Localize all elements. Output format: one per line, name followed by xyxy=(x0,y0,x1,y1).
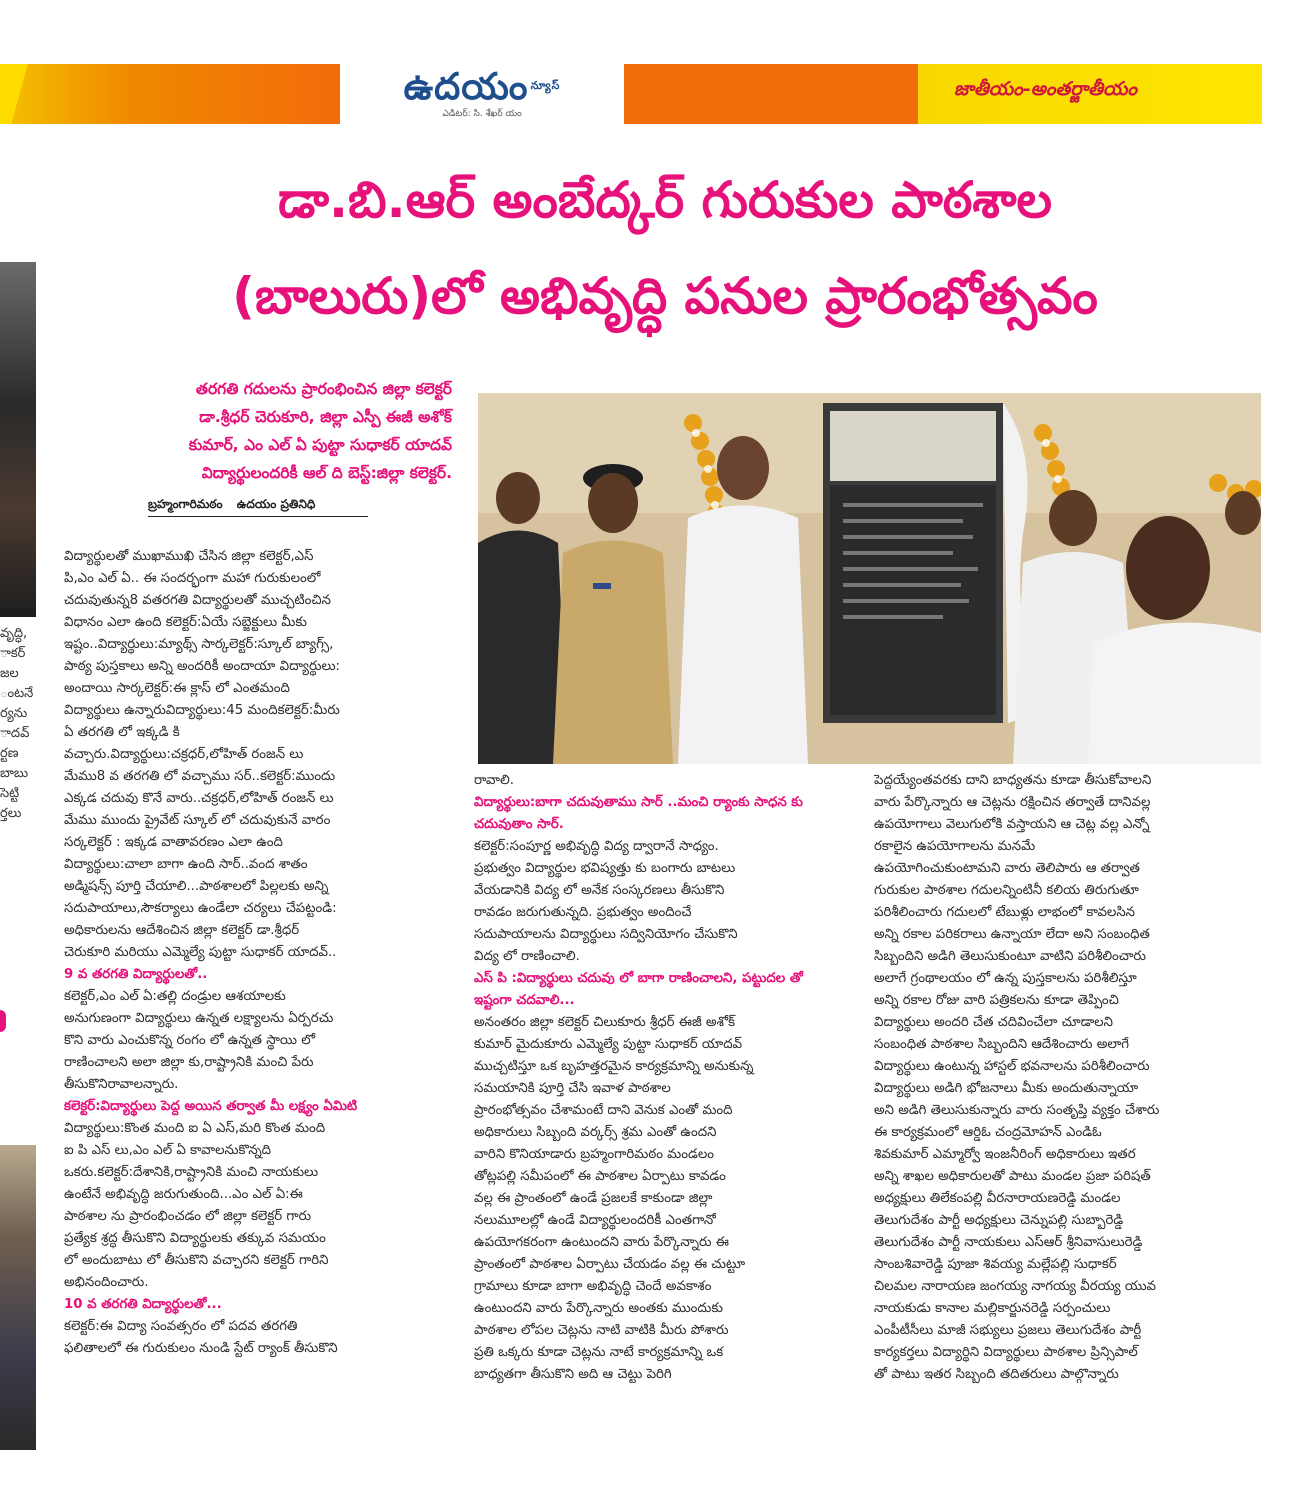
question-line: 10 వ తరగతి విద్యార్థులతో... xyxy=(64,1297,222,1312)
body-text-line: రాణించాలని అలా జిల్లా కు,రాష్ట్రానికి మంచి పేరు xyxy=(64,1055,314,1070)
body-text-line: మేము ముందు ప్రైవేట్ స్కూల్ లో చదువుకునే వారం xyxy=(64,813,331,828)
body-text-line: తెలుగుదేశం పార్టీ నాయకులు ఎస్ఆర్ శ్రీనివాసులురెడ్డి xyxy=(874,1235,1143,1250)
edge-fragment: సెట్టి xyxy=(0,786,20,801)
body-text-line: ఈ కార్యక్రమంలో ఆర్డిఓ చంద్రమోహన్ ఎండిఓ xyxy=(874,1125,1102,1140)
body-text-line: వచ్చారు.విద్యార్థులు:చక్రధర్,లోహిత్ రంజన్ లు xyxy=(64,747,304,762)
body-text-line: పి,ఎం ఎల్ ఏ.. ఈ సందర్భంగా మహా గురుకులంలో xyxy=(64,571,321,586)
body-text-line: కుమార్ మైదుకూరు ఎమ్మెల్యే పుట్టా సుధాకర్ యాదవ్ xyxy=(474,1037,743,1052)
body-text-line: గ్రామాలు కూడా బాగా అభివృద్ధి చెందే అవకాశం xyxy=(474,1279,712,1294)
body-text-line: పెద్దయ్యేంతవరకు దాని బాధ్యతను కూడా తీసుకోవాలని xyxy=(874,773,1152,788)
subheading-line: విద్యార్థులందరికీ ఆల్ ది బెస్ట్:జిల్లా కలెక్టర్. xyxy=(201,464,452,482)
byline xyxy=(148,497,368,517)
body-text-line: ఇష్టం..విద్యార్థులు:మ్యాథ్స్ సార్కలెక్టర్:స్కూల్ బ్యాగ్స్, xyxy=(64,637,334,652)
subheading xyxy=(62,375,452,487)
section-banner xyxy=(918,64,1262,124)
body-text-line: సిబ్బందిని అడిగి తెలుసుకుంటూ వాటిని పరిశీలించారు xyxy=(874,949,1146,964)
body-text-line: సమయానికి పూర్తి చేసి ఇవాళ పాఠశాల xyxy=(474,1081,671,1096)
edge-marker xyxy=(0,1010,6,1032)
body-text-line: అన్ని శాఖల అధికారులతో పాటు మండల ప్రజా పరిషత్ xyxy=(874,1169,1151,1184)
body-text-line: కొని వారు ఎంచుకొన్న రంగం లో ఉన్నత స్థాయి లో xyxy=(64,1033,315,1048)
event-photo xyxy=(478,393,1261,764)
question-line: ఇష్టంగా చదవాలి... xyxy=(474,993,575,1008)
body-text-line: పాఠశాల లోపల చెట్లను నాటి వాటికి మీరు పోశారు xyxy=(474,1323,729,1338)
body-text-line: శివకుమార్ ఎమ్మార్వో ఇంజనీరింగ్ అధికారులు ఇతర xyxy=(874,1147,1136,1162)
body-text-line: గురుకుల పాఠశాల గదులన్నింటినీ కలియ తిరుగుతూ xyxy=(874,883,1139,898)
body-text-line: అడ్మిషన్స్ పూర్తి చేయాలి...పాఠశాలలో పిల్లలకు అన్ని xyxy=(64,879,329,894)
edge-fragment: ాకర్ xyxy=(0,646,26,661)
body-text-line: చదువుతున్న8 వతరగతి విద్యార్థులతో ముచ్చటించిన xyxy=(64,593,331,608)
body-text-line: వారు పేర్కొన్నారు ఆ చెట్లను రక్షించిన తర్వాతే దానివల్ల xyxy=(874,795,1151,810)
body-text-line: ఒకరు.కలెక్టర్:దేశానికి,రాష్ట్రానికి మంచి నాయకులు xyxy=(64,1165,319,1180)
body-text-line: ప్రభుత్వం విద్యార్థుల భవిష్యత్తు కు బంగారు బాటలు xyxy=(474,861,736,876)
byline-place: బ్రహ్మంగారిమఠం xyxy=(148,497,223,511)
subheading-line: కుమార్, ఎం ఎల్ ఏ పుట్టా సుధాకర్ యాదవ్ xyxy=(188,436,452,454)
body-text-line: లో అందుబాటు లో తీసుకొని వచ్చారని కలెక్టర్ గారిని xyxy=(64,1253,329,1268)
logo-text: ఉదయం $^{న్యూస్}$ xyxy=(403,64,561,108)
question-line: విద్యార్థులు:బాగా చదువుతాము సార్ ..మంచి ర్యాంకు సాధన కు xyxy=(474,795,803,810)
body-text-line: అన్ని రకాల పరికరాలు ఉన్నాయా లేదా అని సంబంధిత xyxy=(874,927,1150,942)
edge-fragment: ంటనే xyxy=(0,686,34,701)
body-text-line: బాధ్యతగా తీసుకొని అది ఆ చెట్టు పెరిగి xyxy=(474,1367,672,1382)
body-text-line: ప్రత్యేక శ్రద్ధ తీసుకొని విద్యార్థులకు తక్కువ సమయం xyxy=(64,1231,326,1246)
body-text-line: తీసుకొనిరావాలన్నారు. xyxy=(64,1077,179,1092)
body-text-line: కలెక్టర్:సంపూర్ణ అభివృద్ధి విద్య ద్వారానే సాధ్యం. xyxy=(474,839,719,854)
body-text-line: పాఠ్య పుస్తకాలు అన్ని అందరికీ అందాయా విద్యార్థులు: xyxy=(64,659,341,674)
body-text-line: ఉంటుందని వారు పేర్కొన్నారు అంతకు ముందుకు xyxy=(474,1301,723,1316)
article-column-2 xyxy=(474,770,854,1386)
body-text-line: ప్రారంభోత్సవం చేశామంటే దాని వెనుక ఎంతో మంది xyxy=(474,1103,733,1118)
body-text-line: కార్యకర్తలు విద్యార్థిని విద్యార్థులు పాఠశాల ప్రిన్సిపాల్ xyxy=(874,1345,1138,1360)
body-text-line: ఏ తరగతి లో ఇక్కడి కి xyxy=(64,725,180,740)
body-text-line: అధికారులు సిబ్బంది వర్కర్స్ శ్రమ ఎంతో ఉందని xyxy=(474,1125,717,1140)
body-text-line: వేయడానికి విద్య లో అనేక సంస్కరణలు తీసుకొని xyxy=(474,883,725,898)
body-text-line: తోట్లపల్లి సమీపంలో ఈ పాఠశాల ఏర్పాటు కావడం xyxy=(474,1169,726,1184)
body-text-line: వారిని కొనియాడారు బ్రహ్మంగారిమఠం మండలం xyxy=(474,1147,714,1162)
body-text-line: రావడం జరుగుతున్నది. ప్రభుత్వం అందించే xyxy=(474,905,692,920)
body-text-line: నలుమూలల్లో ఉండే విద్యార్థులందరికీ ఎంతగానో xyxy=(474,1213,716,1228)
body-text-line: చిలమల నారాయణ జంగయ్య నాగయ్య వీరయ్య యువ xyxy=(874,1279,1157,1294)
edge-photo-top xyxy=(0,262,36,617)
body-text-line: ఉపయోగించుకుంటామని వారు తెలిపారు ఆ తర్వాత xyxy=(874,861,1140,876)
edge-fragment: ర్టణ xyxy=(0,746,19,761)
body-text-line: చెరుకూరి మరియు ఎమ్మెల్యే పుట్టా సుధాకర్ యాదవ్.. xyxy=(64,945,337,960)
masthead xyxy=(0,64,1262,124)
body-text-line: విద్యార్థులు:కొంత మంది ఐ ఏ ఎస్,మరి కొంత మంది xyxy=(64,1121,326,1136)
body-text-line: తో పాటు ఇతర సిబ్బంది తదితరులు పాల్గొన్నారు xyxy=(874,1367,1119,1382)
edge-fragment: వృద్ధి, xyxy=(0,626,28,641)
section-label: జాతీయం-అంతర్జాతీయం xyxy=(954,78,1138,100)
headline-line-2: (బాలురు)లో అభివృద్ధి పనుల ప్రారంభోత్సవం xyxy=(232,267,1098,325)
body-text-line: ముచ్చటిస్తూ ఒక బృహత్తరమైన కార్యక్రమాన్ని అనుకున్న xyxy=(474,1059,754,1074)
subheading-line: డా.శ్రీధర్ చెరుకూరి, జిల్లా ఎస్పీ ఈజీ అశోక్ xyxy=(199,408,452,426)
logo-editor-line: ఎడిటర్: సి. శేఖర్ యం xyxy=(442,109,522,119)
body-text-line: ప్రతి ఒక్కరు కూడా చెట్లను నాటే కార్యక్రమాన్ని ఒక xyxy=(474,1345,724,1360)
body-text-line: సాంబశివారెడ్డి పూజా శివయ్య మల్లేపల్లి సుధాకర్ xyxy=(874,1257,1117,1272)
body-text-line: రావాలి. xyxy=(474,773,514,788)
byline-reporter: ఉదయం ప్రతినిధి xyxy=(236,497,316,511)
headline-line-1: డా.బి.ఆర్ అంబేద్కర్ గురుకుల పాఠశాల xyxy=(278,171,1052,229)
body-text-line: అన్ని రకాల రోజు వారి పత్రికలను కూడా తెప్పించి xyxy=(874,993,1119,1008)
body-text-line: విధానం ఎలా ఉంది కలెక్టర్:ఏయే సబ్జెక్టులు మీకు xyxy=(64,615,307,630)
body-text-line: రకాలైన ఉపయోగాలను మనమే xyxy=(874,839,1036,854)
body-text-line: సదుపాయాలను విద్యార్థులు సద్వినియోగం చేసుకొని xyxy=(474,927,738,942)
edge-fragment: ర్యను xyxy=(0,706,28,721)
body-text-line: అందాయి సార్కలెక్టర్:ఈ క్లాస్ లో ఎంతమంది xyxy=(64,681,290,696)
body-text-line: అని అడిగి తెలుసుకున్నారు వారు సంతృప్తి వ్యక్తం చేశారు xyxy=(874,1103,1160,1118)
body-text-line: ఉపయోగాలు వెలుగులోకి వస్తాయని ఆ చెట్ల వల్ల ఎన్నో xyxy=(874,817,1150,832)
article-column-1 xyxy=(64,546,450,1360)
body-text-line: అలాగే గ్రంథాలయం లో ఉన్న పుస్తకాలను పరిశీలిస్తూ xyxy=(874,971,1137,986)
body-text-line: ఉపయోగకరంగా ఉంటుందని వారు పేర్కొన్నారు ఈ xyxy=(474,1235,729,1250)
edge-fragment: జల xyxy=(0,666,19,681)
question-line: చదువుతాం సార్. xyxy=(474,817,564,832)
event-photo-illustration xyxy=(478,393,1261,764)
edge-fragment: ర్తలు xyxy=(0,806,22,821)
body-text-line: కలెక్టర్,ఎం ఎల్ ఏ:తల్లి దండ్రుల ఆశయాలకు xyxy=(64,989,286,1004)
body-text-line: అనంతరం జిల్లా కలెక్టర్ చిలుకూరు శ్రీధర్ ఈజీ అశోక్ xyxy=(474,1015,736,1030)
body-text-line: విద్యార్థులతో ముఖాముఖి చేసిన జిల్లా కలెక్టర్,ఎస్ xyxy=(64,549,314,564)
body-text-line: మేము8 వ తరగతి లో వచ్చాము సర్..కలెక్టర్:ముందు xyxy=(64,769,336,784)
body-text-line: అభినందించారు. xyxy=(64,1275,149,1290)
body-text-line: నాయకుడు కానాల మల్లికార్జునరెడ్డి సర్పంచులు xyxy=(874,1301,1111,1316)
body-text-line: ప్రాంతంలో పాఠశాల ఏర్పాటు చేయడం వల్ల ఈ చుట్టూ xyxy=(474,1257,746,1272)
subheading-line: తరగతి గదులను ప్రారంభించిన జిల్లా కలెక్టర్ xyxy=(195,380,452,398)
question-line: కలెక్టర్:విద్యార్థులు పెద్ద అయిన తర్వాత మీ లక్ష్యం ఏమిటి xyxy=(64,1099,358,1114)
body-text-line: ఎక్కడ చదువు కొనే వారు..చక్రధర్,లోహిత్ రంజన్ లు xyxy=(64,791,334,806)
body-text-line: సదుపాయాలు,సౌకర్యాలు ఉండేలా చర్యలు చేపట్టండి: xyxy=(64,901,337,916)
edge-fragment: ాదవ్ xyxy=(0,726,30,741)
body-text-line: అనుగుణంగా విద్యార్థులు ఉన్నత లక్ష్యాలను ఏర్పరచు xyxy=(64,1011,334,1026)
body-text-line: అధ్యక్షులు తిలేకంపల్లి వీరనారాయణరెడ్డి మండల xyxy=(874,1191,1121,1206)
article-column-3 xyxy=(874,770,1260,1386)
body-text-line: పాఠశాల ను ప్రారంభించడం లో జిల్లా కలెక్టర్ గారు xyxy=(64,1209,312,1224)
body-text-line: కలెక్టర్:ఈ విద్యా సంవత్సరం లో పదవ తరగతి xyxy=(64,1319,298,1334)
body-text-line: ఉంటేనే అభివృద్ధి జరుగుతుంది...ఎం ఎల్ ఏ:ఈ xyxy=(64,1187,303,1202)
body-text-line: విద్యార్థులు ఉంటున్న హాస్టల్ భవనాలను పరిశీలించారు xyxy=(874,1059,1150,1074)
body-text-line: పరిశీలించారు గదులలో టేబుళ్లు లాభంలో కావలసిన xyxy=(874,905,1136,920)
body-text-line: సంబంధిత పాఠశాల సిబ్బందిని ఆదేశించారు అలాగే xyxy=(874,1037,1130,1052)
question-line: ఎస్ పి :విద్యార్థులు చదువు లో బాగా రాణించాలని, పట్టుదల తో xyxy=(474,971,803,986)
body-text-line: సర్కలెక్టర్ : ఇక్కడ వాతావరణం ఎలా ఉంది xyxy=(64,835,283,850)
body-text-line: వల్ల ఈ ప్రాంతంలో ఉండే ప్రజలకే కాకుండా జిల్లా xyxy=(474,1191,713,1206)
body-text-line: విద్యార్థులు అడిగి భోజనాలు మీకు అందుతున్నాయా xyxy=(874,1081,1139,1096)
newspaper-logo xyxy=(340,64,624,124)
body-text-line: విద్యార్థులు అందరి చేత చదివించేలా చూడాలని xyxy=(874,1015,1113,1030)
body-text-line: విద్యార్థులు:చాలా బాగా ఉంది సార్..వంద శాతం xyxy=(64,857,308,872)
edge-text-fragments xyxy=(0,624,36,824)
body-text-line: విద్యార్థులు ఉన్నారువిద్యార్థులు:45 మందికలెక్టర్:మీరు xyxy=(64,703,340,718)
question-line: 9 వ తరగతి విద్యార్థులతో.. xyxy=(64,967,208,982)
body-text-line: అధికారులను ఆదేశించిన జిల్లా కలెక్టర్ డా.శ్రీధర్ xyxy=(64,923,300,938)
edge-photo-bottom xyxy=(0,1145,36,1450)
body-text-line: తెలుగుదేశం పార్టీ అధ్యక్షులు చెన్నుపల్లి సుబ్బారెడ్డి xyxy=(874,1213,1124,1228)
body-text-line: విద్య లో రాణించాలి. xyxy=(474,949,580,964)
body-text-line: ఫలితాలలో ఈ గురుకులం నుండి స్టేట్ ర్యాంక్ తీసుకొని xyxy=(64,1341,338,1356)
edge-fragment: బాబు xyxy=(0,766,29,781)
body-text-line: ఐ పి ఎస్ లు,ఎం ఎల్ ఏ కావాలనుకొన్నది xyxy=(64,1143,272,1158)
body-text-line: ఎంపీటీసీలు మాజీ సభ్యులు ప్రజలు తెలుగుదేశం పార్టీ xyxy=(874,1323,1142,1338)
page-bottom-margin xyxy=(0,1478,1293,1502)
